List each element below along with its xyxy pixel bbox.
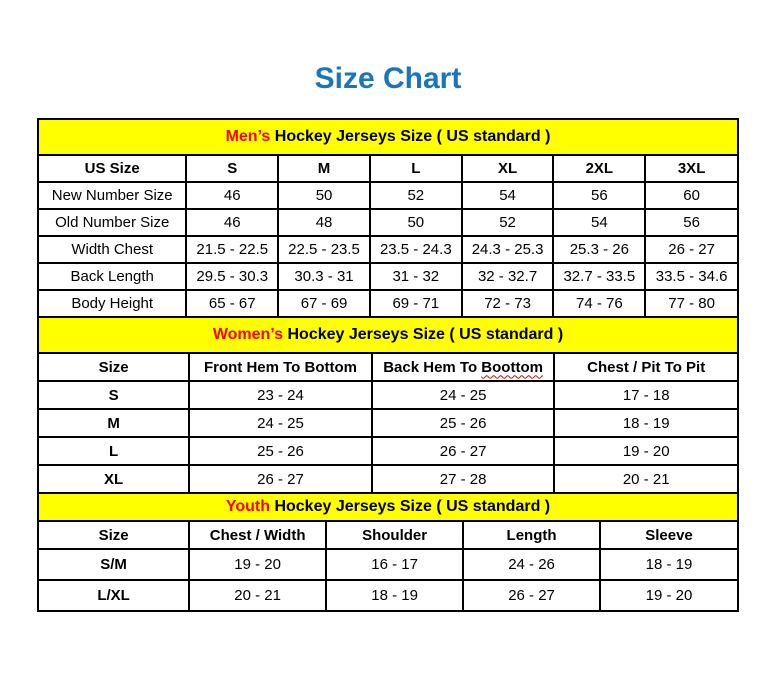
table-cell: 18 - 19 [600, 549, 737, 580]
row-label: S/M [39, 549, 189, 580]
mens-size-table [39, 156, 737, 318]
size-chart-table [37, 118, 739, 612]
column-header: L [370, 156, 462, 182]
table-cell: 48 [278, 209, 370, 236]
table-cell: 17 - 18 [554, 381, 737, 409]
column-header: Sleeve [600, 522, 737, 549]
header-row [39, 522, 737, 549]
table-cell: 54 [462, 182, 554, 209]
table-row [39, 182, 737, 209]
row-label: L [39, 437, 189, 465]
row-label: M [39, 409, 189, 437]
row-label: XL [39, 465, 189, 493]
table-cell: 24 - 26 [463, 549, 600, 580]
table-cell: 52 [462, 209, 554, 236]
table-cell: 30.3 - 31 [278, 263, 370, 290]
table-cell: 46 [186, 182, 278, 209]
row-label: Width Chest [39, 236, 186, 263]
band-accent-mens: Men’s [225, 128, 271, 145]
section-womens [39, 318, 737, 494]
column-header: Size [39, 354, 189, 381]
table-cell: 23 - 24 [189, 381, 372, 409]
table-cell: 67 - 69 [278, 290, 370, 317]
column-header: Length [463, 522, 600, 549]
table-row [39, 236, 737, 263]
band-title-womens: Hockey Jerseys Size ( US standard ) [283, 326, 564, 343]
table-cell: 29.5 - 30.3 [186, 263, 278, 290]
column-header: S [186, 156, 278, 182]
table-cell: 18 - 19 [554, 409, 737, 437]
table-cell: 23.5 - 24.3 [370, 236, 462, 263]
table-cell: 25 - 26 [372, 409, 555, 437]
column-header: M [278, 156, 370, 182]
table-cell: 32.7 - 33.5 [553, 263, 645, 290]
column-header: Size [39, 522, 189, 549]
section-band-youth [39, 494, 737, 522]
column-header: XL [462, 156, 554, 182]
table-cell: 46 [186, 209, 278, 236]
table-row [39, 290, 737, 317]
table-cell: 27 - 28 [372, 465, 555, 493]
table-cell: 19 - 20 [600, 580, 737, 610]
table-cell: 24 - 25 [189, 409, 372, 437]
table-cell: 72 - 73 [462, 290, 554, 317]
section-band-womens [39, 318, 737, 354]
table-row [39, 381, 737, 409]
table-cell: 20 - 21 [189, 580, 326, 610]
table-cell: 52 [370, 182, 462, 209]
table-cell: 25.3 - 26 [553, 236, 645, 263]
band-accent-youth: Youth [225, 498, 270, 515]
row-label: S [39, 381, 189, 409]
band-title-mens: Hockey Jerseys Size ( US standard ) [270, 128, 551, 145]
table-cell: 54 [553, 209, 645, 236]
column-header: Chest / Width [189, 522, 326, 549]
table-cell: 31 - 32 [370, 263, 462, 290]
column-header: Front Hem To Bottom [189, 354, 372, 381]
womens-size-table [39, 354, 737, 494]
column-header: Shoulder [326, 522, 463, 549]
table-row [39, 263, 737, 290]
column-header: Back Hem To Boottom [372, 354, 555, 381]
band-accent-womens: Women’s [212, 326, 284, 343]
table-row [39, 209, 737, 236]
table-row [39, 437, 737, 465]
table-cell: 65 - 67 [186, 290, 278, 317]
table-cell: 18 - 19 [326, 580, 463, 610]
band-title-youth: Hockey Jerseys Size ( US standard ) [270, 498, 551, 515]
misspelled-word: Boottom [481, 358, 543, 376]
row-label: L/XL [39, 580, 189, 610]
table-cell: 50 [278, 182, 370, 209]
table-row [39, 549, 737, 580]
table-cell: 24 - 25 [372, 381, 555, 409]
row-label: Back Length [39, 263, 186, 290]
table-cell: 56 [553, 182, 645, 209]
table-row [39, 465, 737, 493]
column-header: 3XL [645, 156, 737, 182]
table-cell: 25 - 26 [189, 437, 372, 465]
column-header: 2XL [553, 156, 645, 182]
table-cell: 60 [645, 182, 737, 209]
table-cell: 74 - 76 [553, 290, 645, 317]
table-cell: 19 - 20 [554, 437, 737, 465]
row-label: Body Height [39, 290, 186, 317]
table-cell: 50 [370, 209, 462, 236]
page-title: Size Chart [314, 62, 462, 95]
column-header: US Size [39, 156, 186, 182]
table-cell: 69 - 71 [370, 290, 462, 317]
table-cell: 24.3 - 25.3 [462, 236, 554, 263]
header-row [39, 156, 737, 182]
table-cell: 20 - 21 [554, 465, 737, 493]
row-label: Old Number Size [39, 209, 186, 236]
table-cell: 26 - 27 [463, 580, 600, 610]
table-cell: 33.5 - 34.6 [645, 263, 737, 290]
table-cell: 56 [645, 209, 737, 236]
table-cell: 16 - 17 [326, 549, 463, 580]
table-cell: 26 - 27 [372, 437, 555, 465]
table-cell: 32 - 32.7 [462, 263, 554, 290]
column-header: Chest / Pit To Pit [554, 354, 737, 381]
table-cell: 21.5 - 22.5 [186, 236, 278, 263]
section-youth [39, 494, 737, 610]
table-cell: 26 - 27 [645, 236, 737, 263]
table-cell: 19 - 20 [189, 549, 326, 580]
section-mens [39, 120, 737, 318]
table-cell: 22.5 - 23.5 [278, 236, 370, 263]
youth-size-table [39, 522, 737, 610]
table-cell: 26 - 27 [189, 465, 372, 493]
section-band-mens [39, 120, 737, 156]
table-row [39, 580, 737, 610]
table-row [39, 409, 737, 437]
header-row [39, 354, 737, 381]
row-label: New Number Size [39, 182, 186, 209]
table-cell: 77 - 80 [645, 290, 737, 317]
